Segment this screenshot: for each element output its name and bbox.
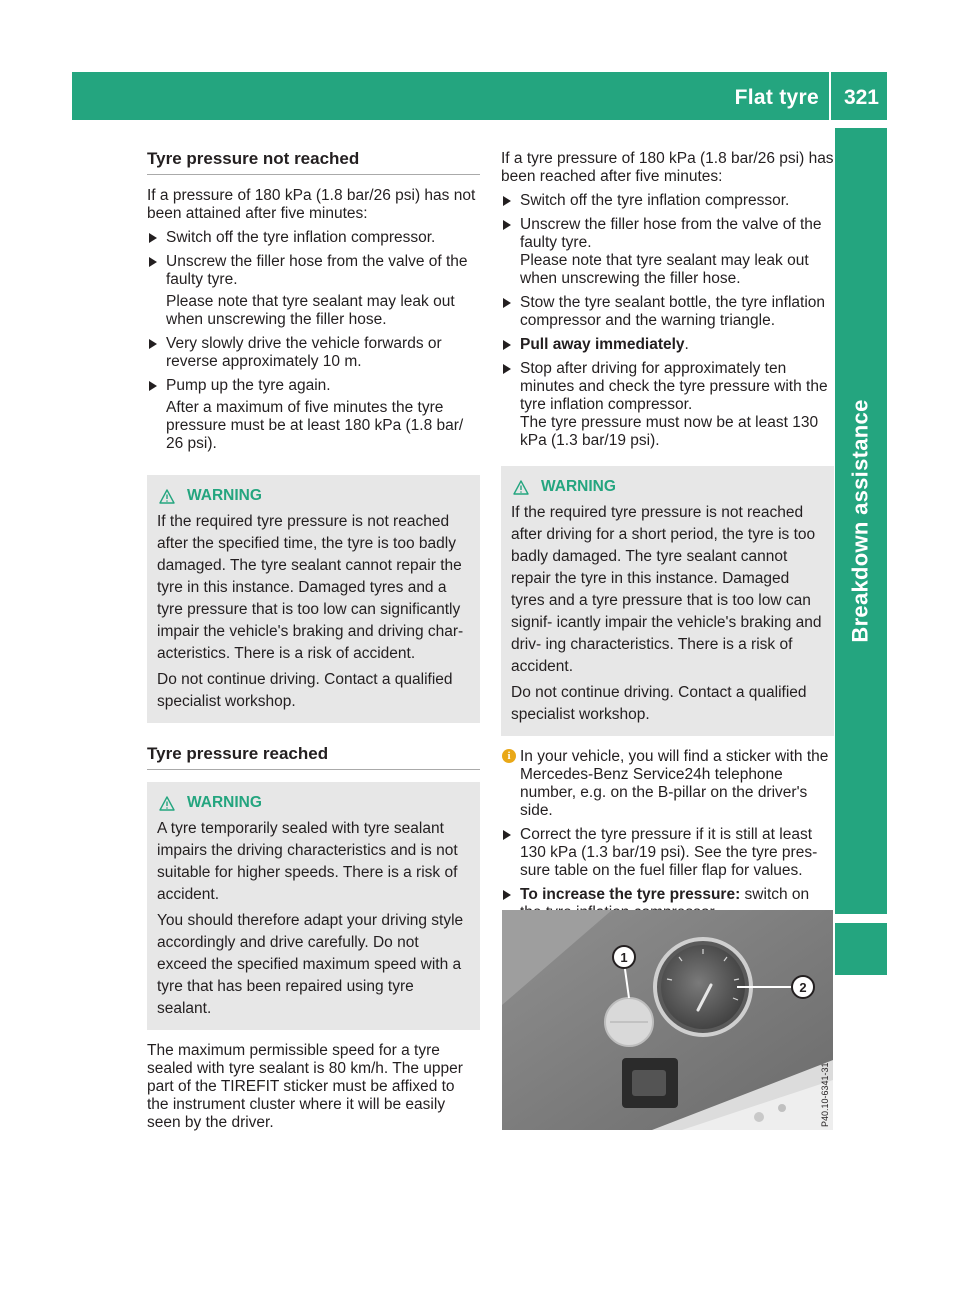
warning-text: Do not continue driving. Contact a qualified specialist workshop. (511, 684, 807, 723)
warning-triangle-icon (513, 480, 529, 495)
callout-2-label: 2 (799, 980, 807, 995)
list-item: Stow the tyre sealant bottle, the tyre inflation compressor and the warning triangle. (501, 294, 834, 330)
sticker-mark (754, 1112, 764, 1122)
warning-text: You should therefore adapt your driving style accordingly and drive carefully. Do not exceed the specified maximum speed with a tyre that has been repaired using tyre sealant. (157, 912, 464, 1017)
warning-triangle-icon (159, 796, 175, 811)
arrow-icon (503, 220, 511, 230)
arrow-icon (149, 381, 157, 391)
warning-header: WARNING (157, 792, 471, 814)
list-item: Correct the tyre pressure if it is still at least 130 kPa (1.3 bar/19 psi). See the tyre pres- sure table on the fuel filler flap for values. (501, 826, 834, 880)
list-item: Pump up the tyre again. After a maximum of five minutes the tyre pressure must be at least 180 kPa (1.8 bar/ 26 psi). (147, 377, 480, 453)
list-item: Very slowly drive the vehicle forwards or reverse approximately 10 m. (147, 335, 480, 371)
warning-header: WARNING (157, 485, 471, 507)
warning-box (147, 782, 480, 1030)
arrow-icon (503, 890, 511, 900)
callout-1-label: 1 (620, 950, 628, 965)
list-item: Stop after driving for approximately ten minutes and check the tyre pressure with the tyre inflation compressor. The tyre pressure must now be at least 130 kPa (1.3 bar/19 psi). (501, 360, 834, 450)
page-number: 321 (843, 86, 879, 109)
step-list (501, 826, 834, 922)
step-list (147, 229, 480, 453)
arrow-icon (503, 830, 511, 840)
section-title-not-reached: Tyre pressure not reached (147, 150, 480, 175)
list-item: To increase the tyre pressure: switch on (501, 886, 834, 922)
side-marker (835, 923, 887, 975)
section-title-reached: Tyre pressure reached (147, 745, 480, 770)
warning-text: If the required tyre pressure is not reached after driving for a short period, the tyre is too badly damaged. The tyre sealant cannot repair the tyre in this instance. Damaged tyres and a tyre pressure that is too low can signif- icantly impair the vehicle's braking and driv- ing characteristics. There is a risk of accident. (511, 504, 822, 675)
warning-triangle-icon (159, 489, 175, 504)
chapter-title: Flat tyre (734, 86, 819, 109)
list-item: Unscrew the filler hose from the valve of the faulty tyre. Please note that tyre sealant may leak out when unscrewing the filler hose. (501, 216, 834, 288)
warning-text: Do not continue driving. Contact a qualified specialist workshop. (157, 671, 453, 710)
power-switch (632, 1070, 666, 1096)
pressure-gauge (661, 945, 745, 1029)
left-column (147, 150, 480, 1132)
figure-code: P40.10-6341-31 (820, 1062, 830, 1127)
header-divider (829, 72, 831, 120)
side-tab-label: Breakdown assistance (848, 399, 874, 643)
intro-paragraph: If a pressure of 180 kPa (1.8 bar/26 psi) has not been attained after five minutes: (147, 187, 476, 222)
arrow-icon (503, 364, 511, 374)
warning-text: If the required tyre pressure is not reached after the specified time, the tyre is too badly damaged. The tyre sealant cannot repair the tyre in this instance. Damaged tyres and a tyre pressure that is too low can significantly impair the vehicle's braking and driving char- acteristics. There is a risk of accident. (157, 513, 464, 662)
warning-header: WARNING (511, 476, 825, 498)
arrow-icon (503, 340, 511, 350)
warning-box (501, 466, 834, 736)
list-item: Pull away immediately. (501, 336, 834, 354)
list-item: Switch off the tyre inflation compressor. (147, 229, 480, 247)
intro-paragraph: If a tyre pressure of 180 kPa (1.8 bar/26 psi) has been reached after five minutes: (501, 150, 834, 185)
list-item: Unscrew the filler hose from the valve of the faulty tyre. Please note that tyre sealant may leak out when unscrewing the filler hose. (147, 253, 480, 329)
warning-box (147, 475, 480, 723)
info-icon: i (502, 749, 516, 763)
arrow-icon (149, 339, 157, 349)
step-list (501, 192, 834, 450)
right-column (501, 150, 834, 922)
compressor-illustration (502, 910, 833, 1130)
info-note: i In your vehicle, you will find a sticker with the Mercedes-Benz Service24h telephone number, e.g. on the B-pillar on the driver's side. (501, 748, 834, 820)
warning-text: A tyre temporarily sealed with tyre sealant impairs the driving characteristics and is not suitable for higher speeds. There is a risk of accident. (157, 820, 458, 903)
list-item: Switch off the tyre inflation compressor. (501, 192, 834, 210)
arrow-icon (503, 196, 511, 206)
sticker-mark (778, 1104, 786, 1112)
side-tab (835, 128, 887, 914)
arrow-icon (503, 298, 511, 308)
arrow-icon (149, 233, 157, 243)
arrow-icon (149, 257, 157, 267)
page-header (72, 72, 887, 120)
body-paragraph: The maximum permissible speed for a tyre sealed with tyre sealant is 80 km/h. The upper part of the TIREFIT sticker must be affixed to the instrument cluster where it will be easily seen by the driver. (147, 1042, 463, 1131)
